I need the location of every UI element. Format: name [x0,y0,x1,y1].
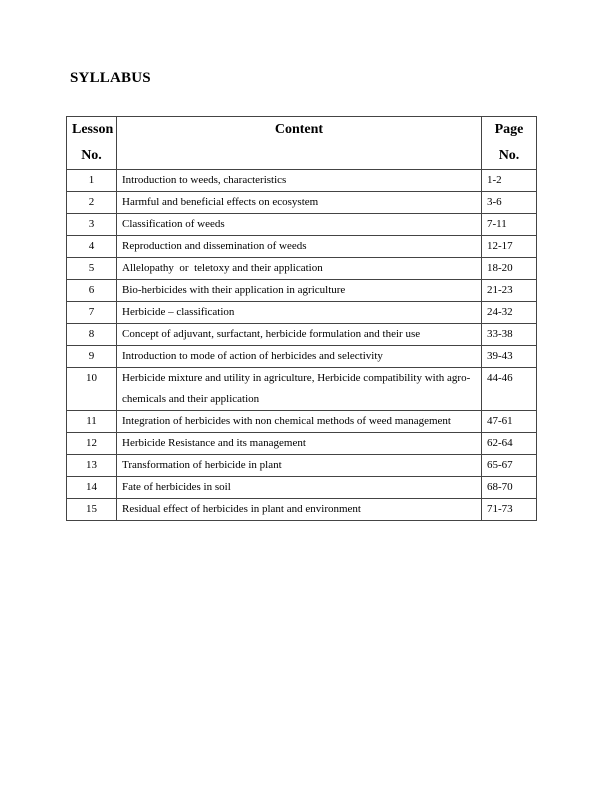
header-page-no [482,117,537,170]
table-header-row [67,117,537,170]
lesson-no-cell: 15 [67,499,117,521]
table-row [67,368,537,411]
content-cell: Introduction to weeds, characteristics [117,170,482,192]
header-lesson-line2: No. [81,148,102,163]
page-no-cell: 7-11 [482,214,537,236]
content-cell: Herbicide Resistance and its management [117,433,482,455]
content-cell: Transformation of herbicide in plant [117,455,482,477]
content-cell: Residual effect of herbicides in plant and environment [117,499,482,521]
table-row [67,302,537,324]
page-no-cell: 3-6 [482,192,537,214]
content-cell: Bio-herbicides with their application in agriculture [117,280,482,302]
content-cell: Allelopathy or teletoxy and their application [117,258,482,280]
page-no-cell: 71-73 [482,499,537,521]
page-no-cell: 44-46 [482,368,537,411]
header-lesson-no [67,117,117,170]
table-row [67,455,537,477]
table-row [67,346,537,368]
table-row [67,236,537,258]
header-page-line2: No. [498,148,520,163]
content-cell: Reproduction and dissemination of weeds [117,236,482,258]
page-no-cell: 47-61 [482,411,537,433]
lesson-no-cell: 8 [67,324,117,346]
page-no-cell: 24-32 [482,302,537,324]
content-cell: Concept of adjuvant, surfactant, herbicide formulation and their use [117,324,482,346]
lesson-no-cell: 13 [67,455,117,477]
table-row [67,192,537,214]
content-cell: Fate of herbicides in soil [117,477,482,499]
table-row [67,477,537,499]
page-title: SYLLABUS [70,70,151,86]
content-cell: Introduction to mode of action of herbicides and selectivity [117,346,482,368]
lesson-no-cell: 11 [67,411,117,433]
content-cell: Harmful and beneficial effects on ecosystem [117,192,482,214]
lesson-no-cell: 2 [67,192,117,214]
lesson-no-cell: 5 [67,258,117,280]
table-row [67,214,537,236]
lesson-no-cell: 10 [67,368,117,411]
page-no-cell: 33-38 [482,324,537,346]
lesson-no-cell: 1 [67,170,117,192]
page-no-cell: 18-20 [482,258,537,280]
lesson-no-cell: 4 [67,236,117,258]
content-cell: Herbicide mixture and utility in agriculture, Herbicide compatibility with agro-chemicals and their application [117,368,482,411]
content-cell: Integration of herbicides with non chemical methods of weed management [117,411,482,433]
header-content-label: Content [274,122,324,137]
lesson-no-cell: 6 [67,280,117,302]
header-page-line1: Page [494,122,524,137]
table-row [67,324,537,346]
table-row [67,280,537,302]
header-lesson-line1: Lesson [72,122,114,137]
content-cell: Classification of weeds [117,214,482,236]
table-row [67,258,537,280]
page-no-cell: 21-23 [482,280,537,302]
page-no-cell: 1-2 [482,170,537,192]
content-cell: Herbicide – classification [117,302,482,324]
page-no-cell: 62-64 [482,433,537,455]
page-no-cell: 65-67 [482,455,537,477]
syllabus-table [66,116,537,521]
page-no-cell: 68-70 [482,477,537,499]
table-row [67,433,537,455]
lesson-no-cell: 3 [67,214,117,236]
lesson-no-cell: 9 [67,346,117,368]
lesson-no-cell: 7 [67,302,117,324]
page-no-cell: 12-17 [482,236,537,258]
header-content [117,117,482,170]
lesson-no-cell: 14 [67,477,117,499]
lesson-no-cell: 12 [67,433,117,455]
table-row [67,411,537,433]
table-row [67,170,537,192]
page-no-cell: 39-43 [482,346,537,368]
table-row [67,499,537,521]
